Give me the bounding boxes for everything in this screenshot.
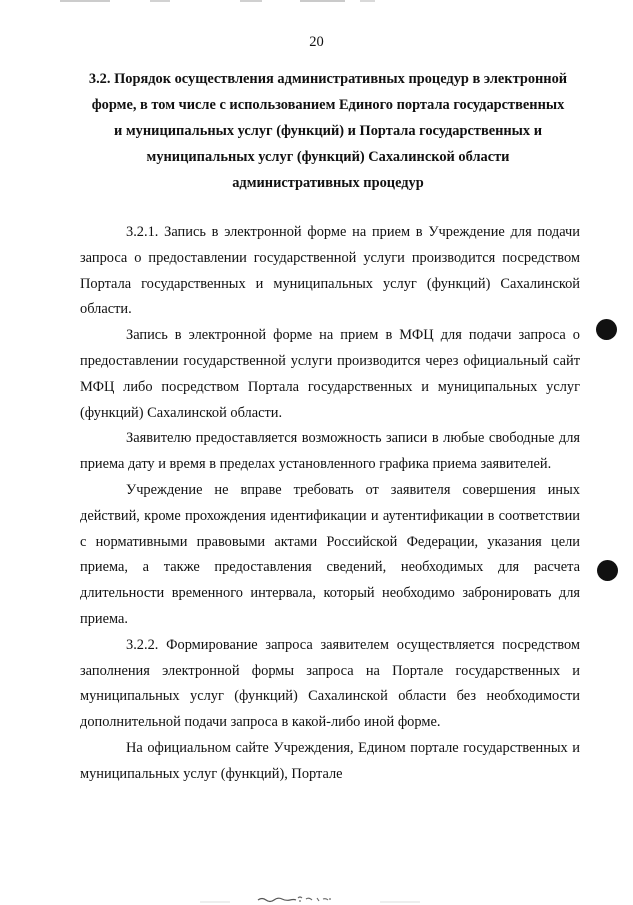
- punch-hole-mark: [597, 560, 618, 581]
- document-body: [80, 220, 580, 788]
- paragraph: Учреждение не вправе требовать от заявителя совершения иных действий, кроме прохождения идентификации и аутентификации в соответствии с нормативными правовыми актами Российской Федерации, указания цели приема, а также предоставления сведений, необходимых для расчета длительности временного интервала, который необходимо забронировать для приема.: [80, 481, 580, 627]
- scan-artifact-top: [0, 0, 633, 6]
- paragraph: На официальном сайте Учреждения, Едином портале государственных и муниципальных услуг (функций), Портале: [80, 739, 580, 782]
- paragraph: 3.2.2. Формирование запроса заявителем осуществляется посредством заполнения электронной формы запроса на Портале государственных и муниципальных услуг (функций) Сахалинской области без необходимости дополнительной подачи запроса в какой-либо иной форме.: [80, 636, 580, 731]
- paragraph: Запись в электронной форме на прием в МФЦ для подачи запроса о предоставлении государственной услуги производится через официальный сайт МФЦ либо посредством Портала государственных и муниципальных услуг (функций) Сахалинской области.: [80, 327, 580, 421]
- page-number: 20: [309, 34, 324, 50]
- paragraph: 3.2.1. Запись в электронной форме на прием в Учреждение для подачи запроса о предоставлении государственной услуги производится посредством Портала государственных и муниципальных услуг (функций) Сахалинской области.: [80, 224, 580, 318]
- scan-artifact-bottom: [0, 888, 633, 905]
- paragraph: Заявителю предоставляется возможность записи в любые свободные для приема дату и время в пределах установленного графика приема заявителей.: [80, 430, 580, 473]
- punch-hole-mark: [596, 319, 617, 340]
- section-heading: 3.2. Порядок осуществления административных процедур в электронной форме, в том числе с использованием Единого портала государственных и муниципальных услуг (функций) и Портала государственных и муниципальных услуг (функций) Сахалинской области административных процедур: [88, 71, 568, 191]
